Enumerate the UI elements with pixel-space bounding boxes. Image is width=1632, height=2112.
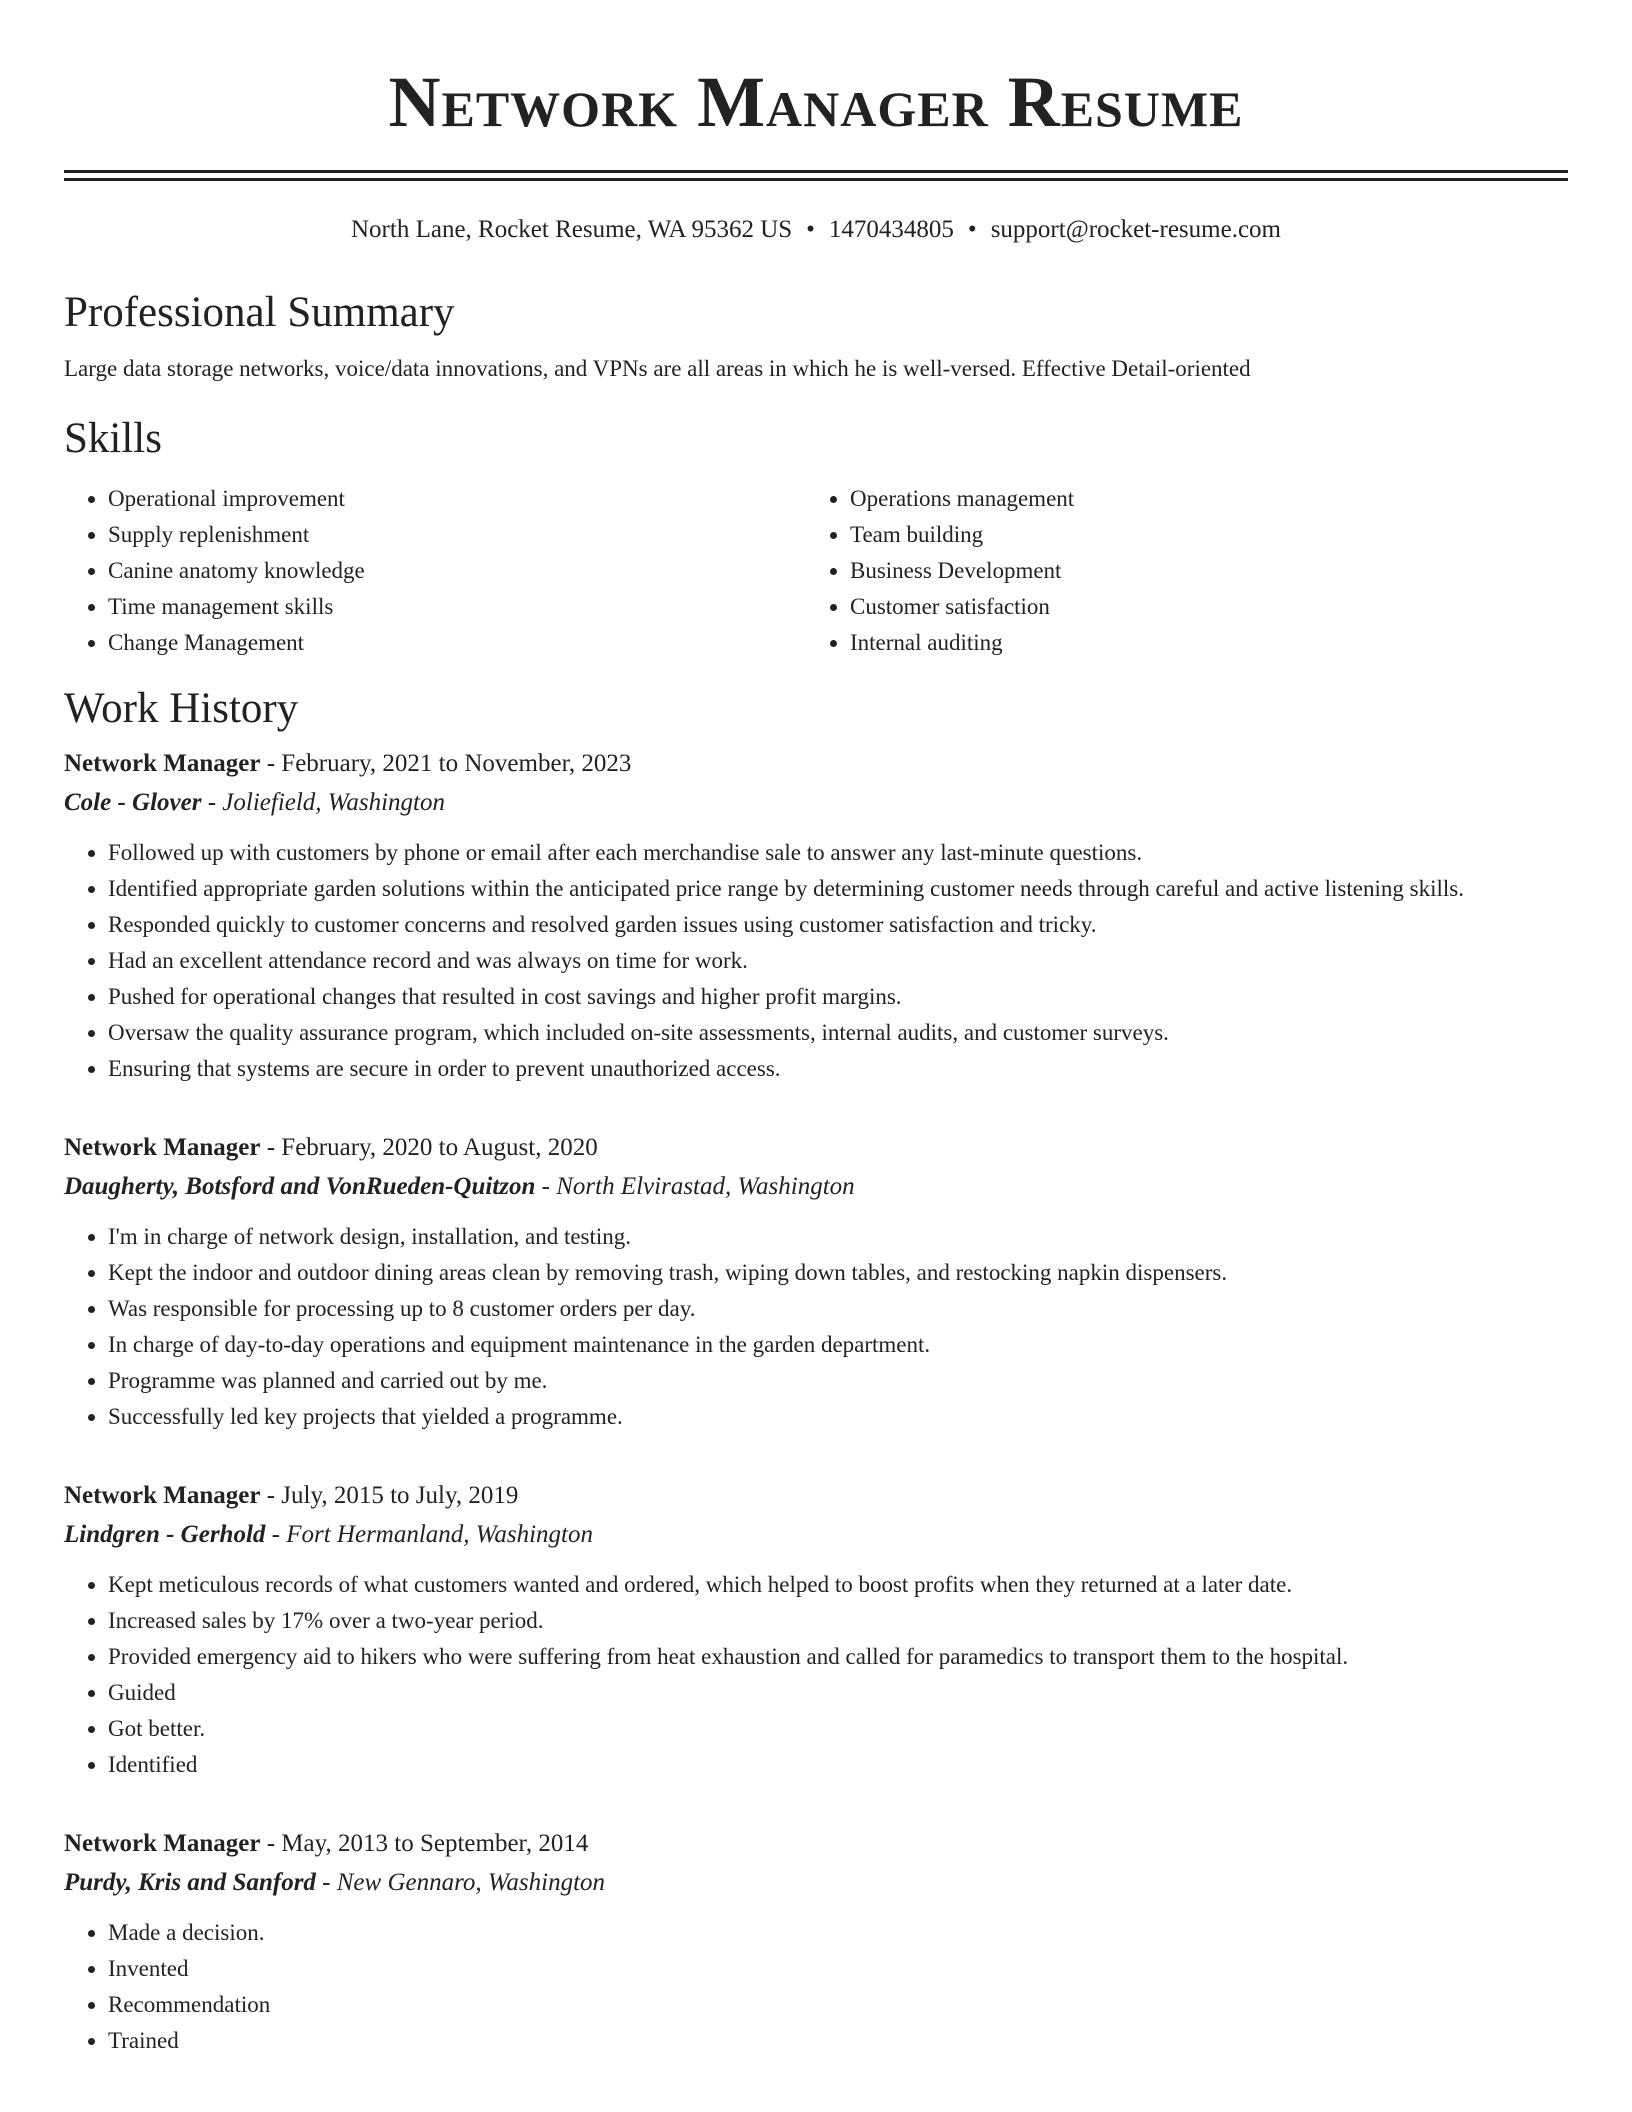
job-entry [64, 1129, 1568, 1435]
company-name: Daugherty, Botsford and VonRueden-Quitzon [64, 1173, 536, 1200]
job-bullet: • Followed up with customers by phone or email after each merchandise sale to answer any last-minute questions. [108, 835, 1568, 871]
job-dates: - February, 2021 to November, 2023 [260, 750, 632, 777]
contact-email: support@rocket-resume.com [990, 216, 1281, 243]
contact-separator: • [806, 216, 815, 243]
contact-line [64, 213, 1568, 247]
job-bullet: • Pushed for operational changes that resulted in cost savings and higher profit margins. [108, 979, 1568, 1015]
work-history-heading: Work History [64, 685, 299, 732]
skill-item: • Internal auditing [850, 625, 1568, 661]
job-title: Network Manager [64, 1482, 261, 1509]
job-title-line [64, 745, 1568, 783]
company-line [64, 1515, 1568, 1555]
skill-item: • Change Management [108, 625, 806, 661]
company-location: - North Elvirastad, Washington [535, 1173, 855, 1200]
job-bullet: • Identified appropriate garden solutions within the anticipated price range by determining customer needs through careful and active listening skills. [108, 871, 1568, 907]
job-dates: - May, 2013 to September, 2014 [260, 1830, 589, 1857]
title-double-rule [64, 170, 1568, 181]
job-title: Network Manager [64, 1134, 261, 1161]
job-bullet: • Identified [108, 1747, 1568, 1783]
job-title: Network Manager [64, 750, 261, 777]
job-bullet: • Had an excellent attendance record and was always on time for work. [108, 943, 1568, 979]
skill-item: • Operational improvement [108, 481, 806, 517]
job-entry [64, 1825, 1568, 2059]
job-title: Network Manager [64, 1830, 261, 1857]
company-line [64, 1167, 1568, 1207]
job-bullet: • Made a decision. [108, 1915, 1568, 1951]
skill-item: • Business Development [850, 553, 1568, 589]
job-bullet: • Responded quickly to customer concerns and resolved garden issues using customer satisfaction and tricky. [108, 907, 1568, 943]
company-location: - Joliefield, Washington [201, 789, 445, 816]
job-bullet: • I'm in charge of network design, installation, and testing. [108, 1219, 1568, 1255]
job-bullet: • Ensuring that systems are secure in order to prevent unauthorized access. [108, 1051, 1568, 1087]
job-bullet: • Kept meticulous records of what customers wanted and ordered, which helped to boost profits when they returned at a later date. [108, 1567, 1568, 1603]
job-bullet: • Kept the indoor and outdoor dining areas clean by removing trash, wiping down tables, and restocking napkin dispensers. [108, 1255, 1568, 1291]
company-name: Purdy, Kris and Sanford [64, 1869, 316, 1896]
company-name: Lindgren - Gerhold [64, 1521, 266, 1548]
job-bullets [64, 835, 1568, 1087]
job-bullet: • Increased sales by 17% over a two-year period. [108, 1603, 1568, 1639]
job-bullets [64, 1915, 1568, 2059]
company-line [64, 783, 1568, 823]
job-title-line [64, 1129, 1568, 1167]
job-bullet: • Successfully led key projects that yielded a programme. [108, 1399, 1568, 1435]
job-dates: - July, 2015 to July, 2019 [260, 1482, 519, 1509]
resume-title: Network Manager Resume [388, 62, 1244, 142]
skills-list [64, 481, 1568, 661]
summary-heading: Professional Summary [64, 289, 455, 336]
job-title-line [64, 1825, 1568, 1863]
company-name: Cole - Glover [64, 789, 202, 816]
skill-item: • Supply replenishment [108, 517, 806, 553]
job-bullet: • Got better. [108, 1711, 1568, 1747]
job-bullet: • Programme was planned and carried out by me. [108, 1363, 1568, 1399]
summary-text: Large data storage networks, voice/data innovations, and VPNs are all areas in which he is well-versed. Effective Detail-oriented [64, 356, 1251, 381]
resume-page [64, 0, 1568, 2059]
job-bullet: • Oversaw the quality assurance program, which included on-site assessments, internal audits, and customer surveys. [108, 1015, 1568, 1051]
skill-item: • Team building [850, 517, 1568, 553]
skills-heading: Skills [64, 415, 162, 462]
job-bullet: • Trained [108, 2023, 1568, 2059]
job-title-line [64, 1477, 1568, 1515]
job-bullet: • In charge of day-to-day operations and equipment maintenance in the garden department. [108, 1327, 1568, 1363]
company-location: - New Gennaro, Washington [315, 1869, 606, 1896]
job-dates: - February, 2020 to August, 2020 [260, 1134, 598, 1161]
contact-phone: 1470434805 [828, 216, 954, 243]
skill-item: • Time management skills [108, 589, 806, 625]
skill-item: • Canine anatomy knowledge [108, 553, 806, 589]
skill-item: • Customer satisfaction [850, 589, 1568, 625]
job-entry [64, 1477, 1568, 1783]
skill-item: • Operations management [850, 481, 1568, 517]
job-bullets [64, 1219, 1568, 1435]
job-entry [64, 745, 1568, 1087]
company-location: - Fort Hermanland, Washington [265, 1521, 593, 1548]
job-bullet: • Provided emergency aid to hikers who were suffering from heat exhaustion and called for paramedics to transport them to the hospital. [108, 1639, 1568, 1675]
job-bullet: • Was responsible for processing up to 8 customer orders per day. [108, 1291, 1568, 1327]
job-bullet: • Invented [108, 1951, 1568, 1987]
skills-column-right [806, 481, 1568, 661]
skills-column-left [64, 481, 806, 661]
company-line [64, 1863, 1568, 1903]
job-bullet: • Recommendation [108, 1987, 1568, 2023]
contact-address: North Lane, Rocket Resume, WA 95362 US [351, 216, 793, 243]
job-bullet: • Guided [108, 1675, 1568, 1711]
contact-separator: • [967, 216, 977, 243]
job-bullets [64, 1567, 1568, 1783]
